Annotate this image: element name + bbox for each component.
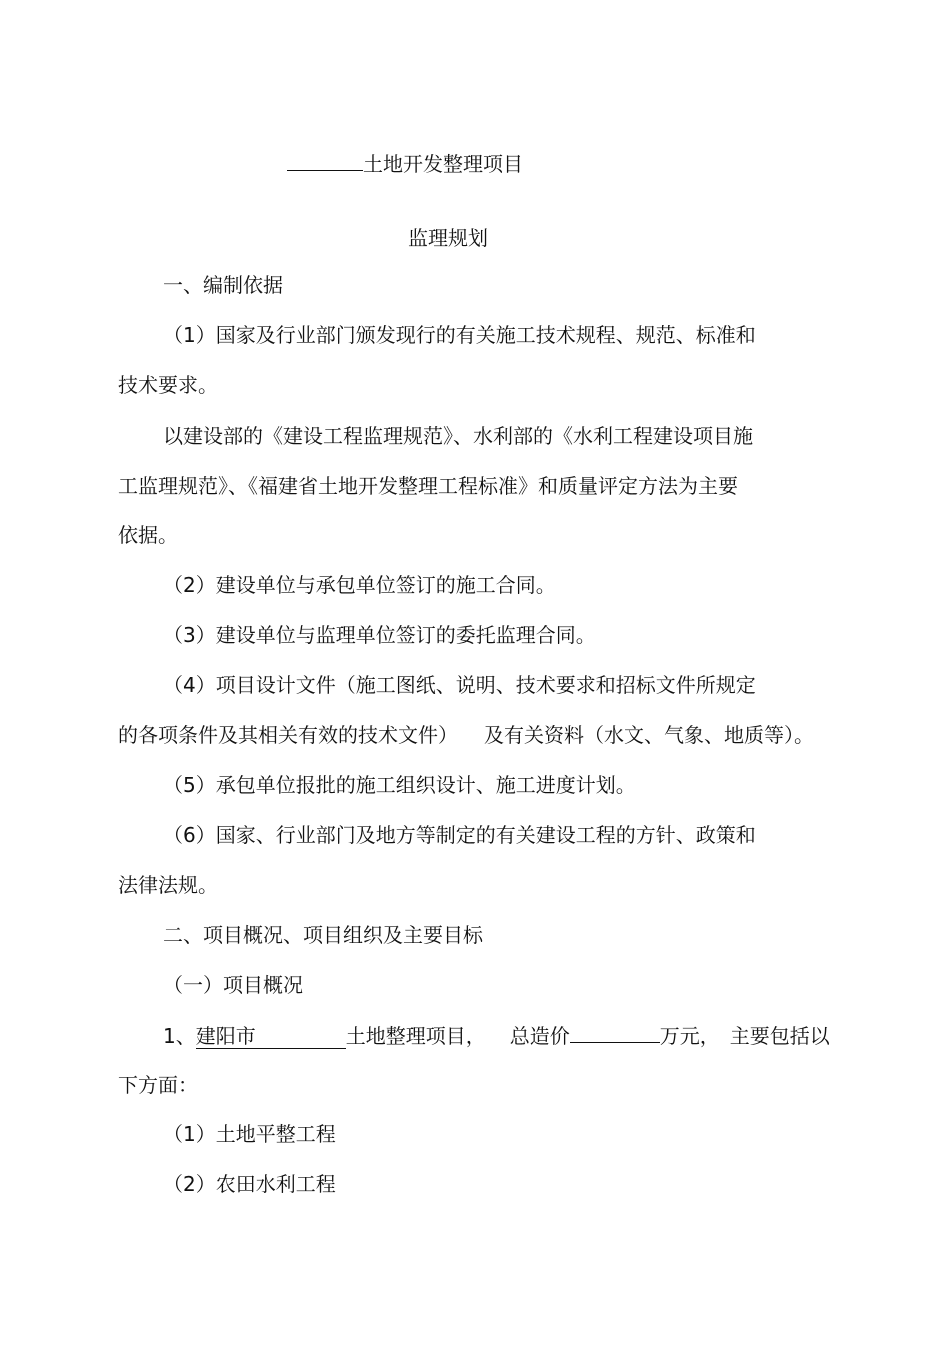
section-1-heading: 一、编制依据 <box>163 273 283 297</box>
section-2-heading: 二、项目概况、项目组织及主要目标 <box>163 923 483 947</box>
overview-prefix: 1、 <box>163 1024 196 1048</box>
subsection-1-heading: （一）项目概况 <box>163 973 303 997</box>
title-blank <box>287 150 363 171</box>
overview-tail: 主要包括以 <box>729 1024 830 1048</box>
overview-list-item-2: （2）农田水利工程 <box>163 1172 336 1196</box>
overview-line-2: 下方面： <box>118 1073 198 1097</box>
overview-line-1 <box>163 1022 830 1049</box>
overview-list-item-1: （1）土地平整工程 <box>163 1122 336 1146</box>
overview-city <box>196 1024 346 1049</box>
basis-para-line-3: 依据。 <box>118 523 178 547</box>
basis-item-4-line-1: （4）项目设计文件（施工图纸、说明、技术要求和招标文件所规定 <box>163 673 756 697</box>
basis-item-4-line-2a: 的各项条件及其相关有效的技术文件） <box>118 723 458 747</box>
basis-para-line-2: 工监理规范》、《福建省土地开发整理工程标准》和质量评定方法为主要 <box>118 474 738 498</box>
basis-item-1-line-2: 技术要求。 <box>118 373 218 397</box>
basis-item-3: （3）建设单位与监理单位签订的委托监理合同。 <box>163 623 596 647</box>
title-text: 土地开发整理项目 <box>363 152 523 176</box>
overview-cost-blank <box>570 1022 660 1043</box>
overview-cost-label: 总造价 <box>509 1024 570 1048</box>
overview-unit: 万元， <box>659 1024 720 1048</box>
doc-title <box>287 150 523 177</box>
basis-item-6-line-1: （6）国家、行业部门及地方等制定的有关建设工程的方针、政策和 <box>163 823 756 847</box>
basis-item-1-line-1: （1）国家及行业部门颁发现行的有关施工技术规程、规范、标准和 <box>163 323 756 347</box>
basis-item-4-line-2 <box>118 722 814 748</box>
basis-item-5: （5）承包单位报批的施工组织设计、施工进度计划。 <box>163 773 636 797</box>
overview-city-name: 建阳市 <box>195 1024 256 1048</box>
doc-subtitle: 监理规划 <box>408 226 488 250</box>
basis-item-4-line-2b: 及有关资料（水文、气象、地质等）。 <box>484 723 814 747</box>
overview-city-blank <box>256 1023 346 1043</box>
basis-item-2: （2）建设单位与承包单位签订的施工合同。 <box>163 573 556 597</box>
overview-mid: 土地整理项目， <box>345 1024 486 1048</box>
basis-item-6-line-2: 法律法规。 <box>118 873 218 897</box>
basis-para-line-1: 以建设部的《建设工程监理规范》、水利部的《水利工程建设项目施 <box>163 424 753 448</box>
